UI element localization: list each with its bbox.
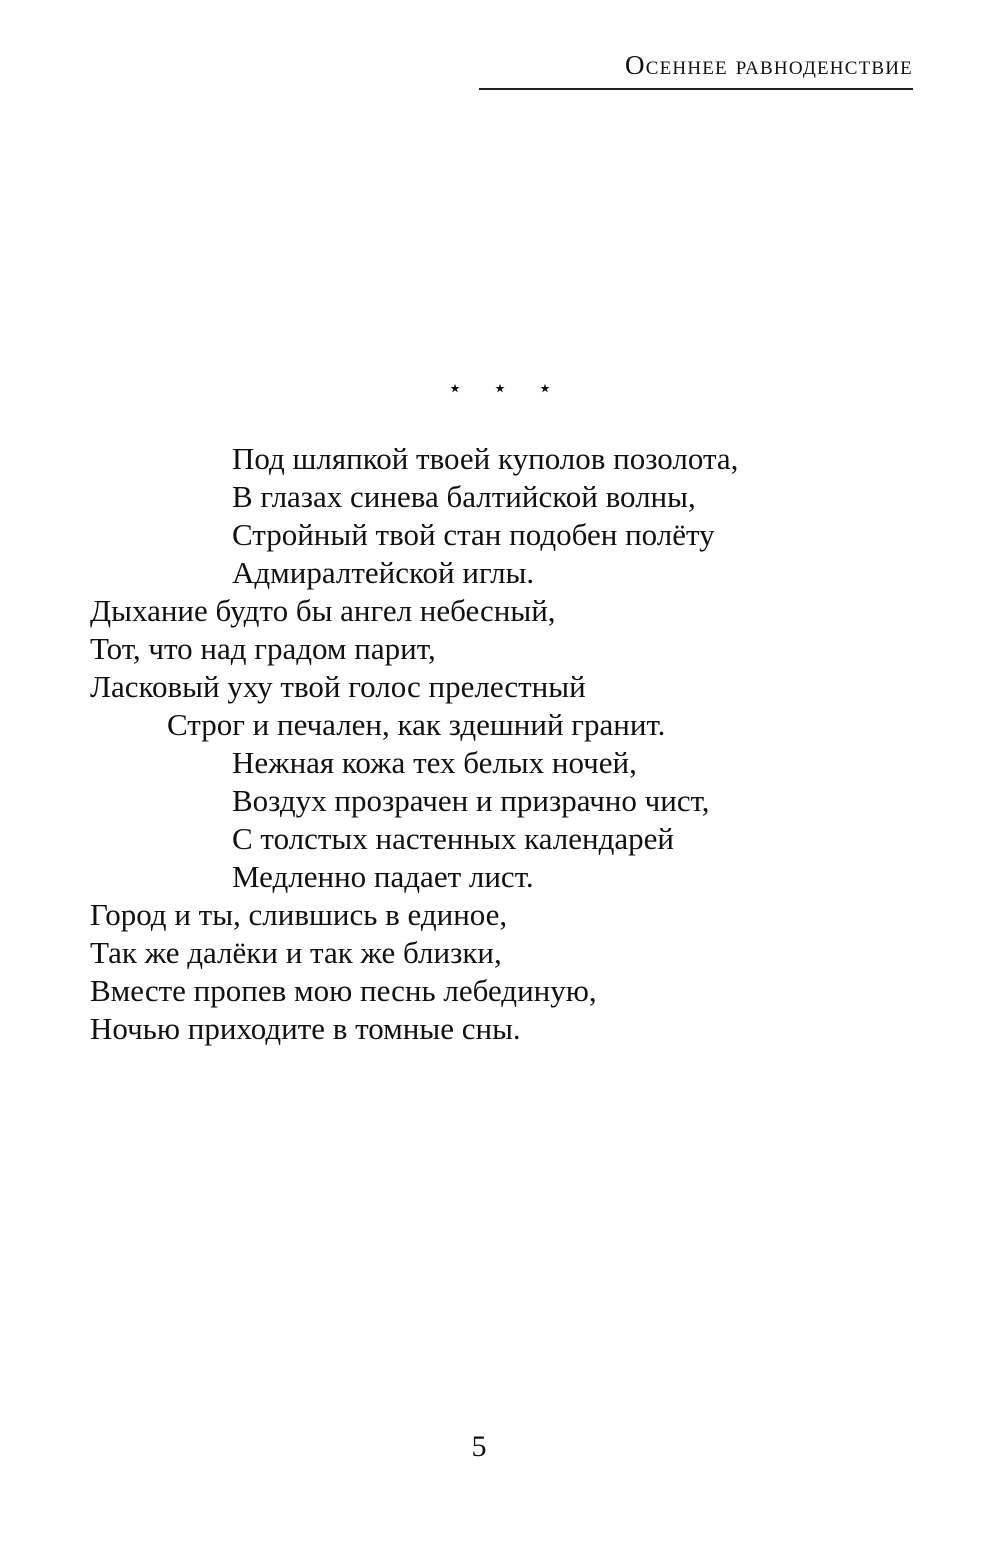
poem-line: С толстых настенных календарей <box>232 821 675 856</box>
running-header: Осеннее равноденствие <box>625 50 913 80</box>
poem-line: Ласковый уху твой голос прелестный <box>90 669 586 704</box>
ornament-star: ⋆ <box>492 376 508 402</box>
poem-line: Дыхание будто бы ангел небесный, <box>90 593 556 628</box>
poem-line: Стройный твой стан подобен полёту <box>232 517 715 552</box>
poem-line: Вместе пропев мою песнь лебединую, <box>90 973 597 1008</box>
poem-line: Воздух прозрачен и призрачно чист, <box>232 783 710 818</box>
poem-line: Нежная кожа тех белых ночей, <box>232 745 637 780</box>
poem-line: Ночью приходите в томные сны. <box>90 1011 521 1046</box>
header-rule <box>479 88 913 90</box>
page-number: 5 <box>471 1430 487 1463</box>
poem-line: Под шляпкой твоей куполов позолота, <box>232 441 739 476</box>
poem-line: Так же далёки и так же близки, <box>90 935 502 970</box>
section-ornament <box>0 374 1000 403</box>
poem-line: Город и ты, слившись в единое, <box>90 897 508 932</box>
poem-line: Тот, что над градом парит, <box>90 631 436 666</box>
ornament-star: ⋆ <box>447 376 463 402</box>
ornament-star: ⋆ <box>537 376 553 402</box>
poem-line: Медленно падает лист. <box>232 859 534 894</box>
poem-line: Адмиралтейской иглы. <box>232 555 535 590</box>
poem-line: Строг и печален, как здешний гранит. <box>167 707 666 742</box>
poem-line: В глазах синева балтийской волны, <box>232 479 696 514</box>
